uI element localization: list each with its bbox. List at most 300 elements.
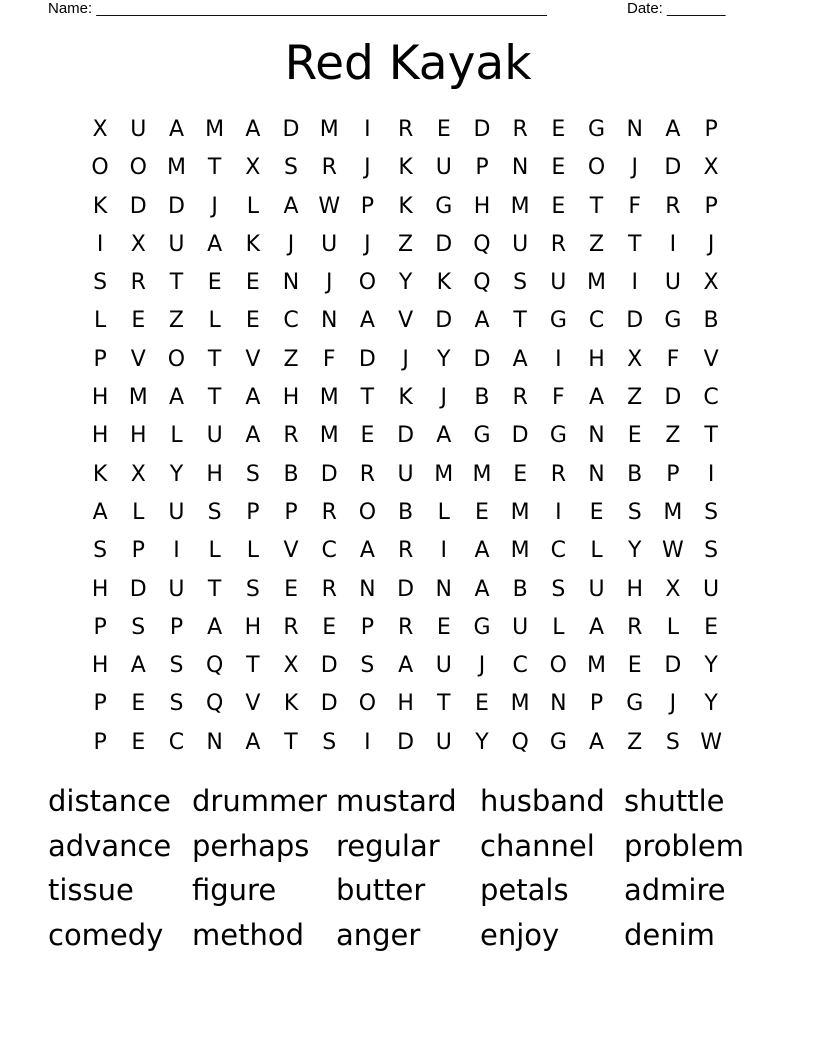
grid-letter: D [397, 729, 415, 755]
grid-letter: M [510, 538, 530, 564]
grid-letter: L [590, 538, 603, 564]
grid-letter: N [359, 576, 376, 602]
grid-letter: R [359, 461, 376, 487]
grid-letter: R [283, 614, 299, 640]
grid-letter: A [207, 614, 223, 640]
grid-letter: A [207, 231, 223, 257]
grid-letter: U [435, 729, 452, 755]
grid-letter: G [549, 423, 567, 449]
grid-letter: P [93, 614, 107, 640]
grid-letter: M [587, 653, 607, 679]
grid-letter: A [92, 499, 108, 525]
grid-letter: O [358, 691, 377, 717]
grid-letter: X [130, 461, 146, 487]
grid-letter: A [474, 308, 490, 334]
grid-letter: D [397, 423, 415, 449]
grid-letter: M [319, 117, 339, 142]
grid-letter: U [512, 231, 529, 257]
grid-letter: T [207, 346, 222, 372]
grid-letter: R [130, 270, 146, 296]
word-list-item: comedy [48, 918, 164, 953]
grid-letter: H [244, 614, 262, 640]
grid-letter: R [397, 614, 414, 640]
grid-letter: A [665, 117, 681, 142]
grid-letter: T [360, 385, 375, 411]
grid-letter: Q [473, 270, 491, 296]
grid-letter: X [283, 653, 299, 679]
grid-letter: R [550, 461, 566, 487]
grid-letter: J [440, 385, 448, 411]
grid-letter: Q [205, 653, 224, 679]
grid-letter: J [287, 231, 295, 257]
grid-letter: D [129, 576, 147, 602]
grid-letter: N [588, 461, 605, 487]
grid-letter: N [626, 117, 643, 142]
grid-letter: B [283, 461, 299, 487]
grid-letter: X [703, 155, 719, 181]
grid-letter: S [207, 499, 222, 525]
grid-letter: E [589, 499, 604, 525]
grid-letter: G [473, 423, 491, 449]
grid-letter: E [131, 729, 146, 755]
word-list-item: distance [48, 784, 171, 818]
grid-letter: M [663, 499, 683, 525]
word-list-item: regular [336, 828, 440, 863]
grid-letter: V [130, 346, 146, 372]
grid-letter: H [626, 576, 643, 602]
grid-letter: R [550, 231, 566, 257]
grid-letter: U [435, 653, 452, 679]
grid-letter: S [169, 653, 184, 679]
grid-letter: A [589, 729, 605, 755]
grid-letter: M [319, 385, 339, 411]
grid-letter: R [665, 193, 681, 219]
grid-letter: T [627, 231, 642, 257]
grid-letter: U [550, 270, 567, 296]
grid-letter: N [435, 576, 453, 602]
grid-letter: M [434, 461, 454, 487]
word-list-item: drummer [192, 784, 327, 818]
word-list-item: mustard [336, 784, 457, 818]
grid-letter: A [589, 614, 605, 640]
grid-letter: O [358, 499, 377, 525]
grid-letter: H [473, 193, 491, 219]
grid-letter: H [91, 423, 109, 449]
grid-letter: P [131, 538, 145, 564]
grid-letter: L [437, 499, 450, 525]
grid-letter: D [358, 346, 376, 372]
grid-letter: X [92, 117, 108, 142]
grid-letter: N [511, 155, 529, 181]
grid-letter: I [364, 729, 371, 755]
grid-letter: E [627, 653, 642, 679]
grid-letter: V [245, 691, 261, 717]
grid-letter: I [669, 231, 677, 257]
grid-letter: S [360, 653, 375, 679]
grid-letter: L [552, 614, 565, 640]
grid-letter: U [130, 117, 147, 142]
grid-letter: P [284, 499, 298, 525]
grid-letter: D [282, 117, 300, 142]
word-list-item: husband [480, 784, 605, 818]
grid-letter: C [512, 653, 528, 679]
grid-letter: R [397, 117, 414, 142]
grid-letter: V [703, 346, 719, 372]
grid-letter: U [435, 155, 452, 181]
grid-letter: E [207, 270, 222, 296]
grid-letter: O [358, 270, 377, 296]
grid-letter: J [631, 155, 638, 181]
grid-letter: I [631, 270, 638, 296]
grid-letter: T [437, 691, 451, 717]
grid-letter: U [168, 576, 185, 602]
grid-letter: E [436, 117, 451, 142]
grid-letter: A [283, 193, 299, 219]
grid-letter: R [321, 499, 337, 525]
grid-letter: P [360, 193, 375, 219]
word-list-item: tissue [48, 873, 134, 908]
grid-letter: E [245, 308, 260, 334]
grid-letter: X [665, 576, 681, 602]
grid-letter: P [704, 117, 718, 142]
grid-letter: K [398, 193, 413, 219]
grid-letter: G [664, 308, 682, 334]
grid-letter: U [512, 614, 529, 640]
grid-letter: T [284, 729, 298, 755]
grid-letter: D [664, 653, 682, 679]
grid-letter: H [206, 461, 223, 487]
grid-letter: E [131, 691, 146, 717]
grid-letter: L [246, 538, 259, 564]
grid-letter: R [627, 614, 643, 640]
grid-letter: S [704, 499, 719, 525]
grid-letter: C [168, 729, 185, 755]
word-list-item: admire [624, 873, 726, 908]
grid-letter: T [589, 193, 604, 219]
grid-letter: M [319, 423, 339, 449]
grid-letter: L [132, 499, 145, 525]
word-list-item: petals [480, 873, 569, 908]
grid-letter: G [473, 614, 491, 640]
grid-letter: A [245, 729, 261, 755]
grid-letter: Z [168, 308, 184, 334]
grid-letter: Y [398, 270, 413, 296]
grid-letter: E [513, 461, 528, 487]
grid-letter: J [364, 155, 371, 181]
grid-letter: A [130, 653, 146, 679]
grid-letter: P [246, 499, 260, 525]
grid-letter: K [245, 231, 261, 257]
grid-letter: G [626, 691, 644, 717]
grid-letter: N [550, 691, 567, 717]
grid-letter: E [551, 193, 566, 219]
grid-letter: A [512, 346, 528, 372]
grid-letter: S [665, 729, 680, 755]
grid-letter: E [322, 614, 337, 640]
grid-letter: N [206, 729, 223, 755]
grid-letter: F [552, 385, 565, 411]
grid-letter: G [588, 117, 606, 142]
grid-letter: L [246, 193, 259, 219]
grid-letter: R [321, 576, 337, 602]
grid-letter: H [397, 691, 414, 717]
word-list-item: method [192, 918, 304, 953]
grid-letter: P [704, 193, 718, 219]
grid-letter: I [96, 231, 104, 257]
grid-letter: C [550, 538, 567, 564]
grid-letter: A [168, 385, 184, 411]
grid-letter: D [664, 155, 682, 181]
grid-letter: Q [511, 729, 529, 755]
grid-letter: O [167, 346, 186, 372]
grid-letter: D [511, 423, 529, 449]
grid-letter: U [168, 231, 185, 257]
grid-letter: Y [627, 538, 642, 564]
grid-letter: U [168, 499, 185, 525]
grid-letter: P [666, 461, 680, 487]
grid-letter: N [282, 270, 300, 296]
word-list-item: anger [336, 918, 421, 953]
grid-letter: M [128, 385, 148, 411]
grid-letter: R [512, 117, 528, 142]
grid-letter: K [398, 385, 413, 411]
grid-letter: W [318, 193, 341, 219]
grid-letter: S [245, 576, 260, 602]
grid-letter: S [322, 729, 337, 755]
word-list-item: perhaps [192, 828, 310, 863]
grid-letter: S [627, 499, 642, 525]
grid-letter: U [664, 270, 681, 296]
grid-letter: D [397, 576, 415, 602]
grid-letter: O [549, 653, 567, 679]
grid-letter: E [245, 270, 260, 296]
grid-letter: M [587, 270, 607, 296]
word-list-item: shuttle [624, 784, 725, 818]
grid-letter: S [284, 155, 299, 181]
letter-grid [81, 111, 730, 762]
word-list-item: denim [624, 918, 715, 953]
grid-letter: I [707, 461, 715, 487]
grid-letter: O [91, 155, 109, 181]
grid-letter: E [551, 155, 566, 181]
grid-letter: I [440, 538, 448, 564]
grid-letter: H [91, 385, 109, 411]
grid-letter: D [167, 193, 185, 219]
grid-letter: P [475, 155, 489, 181]
grid-letter: I [364, 117, 371, 142]
grid-letter: K [436, 270, 451, 296]
grid-letter: R [397, 538, 414, 564]
grid-letter: E [551, 117, 566, 142]
grid-letter: D [129, 193, 147, 219]
grid-letter: C [588, 308, 605, 334]
grid-letter: F [666, 346, 680, 372]
grid-letter: P [360, 614, 375, 640]
grid-letter: O [587, 155, 606, 181]
grid-letter: S [131, 614, 146, 640]
date-field-label: Date: _______ [627, 0, 726, 17]
grid-letter: D [435, 308, 453, 334]
grid-letter: Y [475, 729, 489, 755]
grid-letter: R [321, 155, 337, 181]
grid-letter: V [398, 308, 414, 334]
grid-letter: G [435, 193, 453, 219]
grid-letter: X [703, 270, 719, 296]
grid-letter: S [93, 538, 108, 564]
grid-letter: U [206, 423, 223, 449]
grid-letter: L [208, 308, 221, 334]
grid-letter: R [512, 385, 528, 411]
grid-letter: R [283, 423, 299, 449]
grid-letter: O [129, 155, 147, 181]
grid-letter: Y [437, 346, 451, 372]
grid-letter: X [130, 231, 146, 257]
page-title: Red Kayak [284, 36, 532, 91]
grid-letter: U [321, 231, 338, 257]
grid-letter: W [662, 538, 684, 564]
grid-letter: L [666, 614, 680, 640]
grid-letter: Y [704, 691, 718, 717]
grid-letter: Q [473, 231, 491, 257]
grid-letter: A [436, 423, 452, 449]
grid-letter: J [402, 346, 409, 372]
word-list [48, 780, 768, 959]
grid-letter: A [245, 117, 261, 142]
word-list-item: channel [480, 828, 595, 863]
grid-letter: T [513, 308, 527, 334]
grid-letter: M [472, 461, 492, 487]
grid-letter: Z [665, 423, 681, 449]
grid-letter: H [282, 385, 300, 411]
grid-letter: P [93, 346, 107, 372]
grid-letter: A [474, 576, 490, 602]
grid-letter: S [551, 576, 566, 602]
grid-letter: H [130, 423, 147, 449]
word-list-item: enjoy [480, 918, 560, 953]
grid-letter: Z [627, 729, 643, 755]
grid-letter: S [245, 461, 260, 487]
grid-letter: A [359, 538, 375, 564]
grid-letter: G [549, 308, 567, 334]
grid-letter: Z [588, 231, 605, 257]
grid-letter: L [208, 538, 221, 564]
grid-letter: T [207, 155, 222, 181]
grid-letter: J [669, 691, 677, 717]
grid-letter: U [397, 461, 414, 487]
grid-letter: M [166, 155, 186, 181]
grid-letter: Z [627, 385, 643, 411]
grid-letter: E [284, 576, 298, 602]
grid-letter: C [283, 308, 299, 334]
grid-letter: N [588, 423, 605, 449]
grid-letter: E [475, 691, 489, 717]
grid-letter: J [478, 653, 486, 679]
grid-letter: T [704, 423, 718, 449]
grid-letter: D [320, 461, 338, 487]
grid-letter: B [627, 461, 643, 487]
grid-letter: P [93, 729, 107, 755]
grid-letter: C [321, 538, 337, 564]
grid-letter: C [703, 385, 719, 411]
grid-letter: M [205, 117, 225, 142]
grid-letter: W [700, 729, 722, 755]
grid-letter: K [398, 155, 413, 181]
grid-letter: D [664, 385, 682, 411]
grid-letter: H [588, 346, 605, 372]
grid-letter: S [169, 691, 184, 717]
grid-letter: D [320, 653, 338, 679]
grid-letter: Z [398, 231, 414, 257]
grid-letter: Y [169, 461, 184, 487]
grid-letter: L [93, 308, 107, 334]
grid-letter: E [475, 499, 489, 525]
word-list-item: butter [336, 873, 426, 908]
grid-letter: B [512, 576, 528, 602]
grid-letter: V [283, 538, 299, 564]
grid-letter: B [703, 308, 719, 334]
grid-letter: Q [205, 691, 224, 717]
grid-letter: A [474, 538, 490, 564]
grid-letter: K [283, 691, 299, 717]
grid-letter: J [325, 270, 333, 296]
grid-letter: A [245, 423, 261, 449]
grid-letter: P [169, 614, 184, 640]
grid-letter: T [169, 270, 184, 296]
grid-letter: M [510, 499, 530, 525]
grid-letter: J [364, 231, 371, 257]
grid-letter: D [473, 346, 491, 372]
name-field-label: Name: ______________________________________________________ [48, 0, 547, 17]
grid-letter: T [246, 653, 260, 679]
grid-letter: S [93, 270, 108, 296]
grid-letter: J [211, 193, 218, 219]
grid-letter: T [207, 385, 222, 411]
word-list-item: figure [192, 873, 277, 908]
grid-letter: P [589, 691, 604, 717]
grid-letter: M [510, 691, 530, 717]
grid-letter: D [626, 308, 644, 334]
grid-letter: I [555, 346, 562, 372]
grid-letter: A [168, 117, 184, 142]
grid-letter: A [589, 385, 605, 411]
grid-letter: A [359, 308, 375, 334]
grid-letter: E [704, 614, 719, 640]
grid-letter: S [513, 270, 528, 296]
grid-letter: I [173, 538, 180, 564]
grid-letter: I [555, 499, 562, 525]
grid-letter: B [398, 499, 414, 525]
word-list-item: advance [48, 828, 172, 863]
grid-letter: H [91, 576, 109, 602]
grid-letter: E [131, 308, 146, 334]
grid-letter: N [320, 308, 338, 334]
grid-letter: E [627, 423, 642, 449]
grid-letter: A [245, 385, 261, 411]
grid-letter: K [92, 461, 108, 487]
grid-letter: M [510, 193, 530, 219]
grid-letter: S [704, 538, 719, 564]
grid-letter: D [435, 231, 453, 257]
grid-letter: L [170, 423, 183, 449]
grid-letter: U [588, 576, 605, 602]
grid-letter: F [628, 193, 642, 219]
grid-letter: H [91, 653, 109, 679]
grid-letter: E [360, 423, 375, 449]
grid-letter: B [474, 385, 490, 411]
grid-letter: X [627, 346, 643, 372]
grid-letter: A [398, 653, 414, 679]
grid-letter: V [245, 346, 261, 372]
